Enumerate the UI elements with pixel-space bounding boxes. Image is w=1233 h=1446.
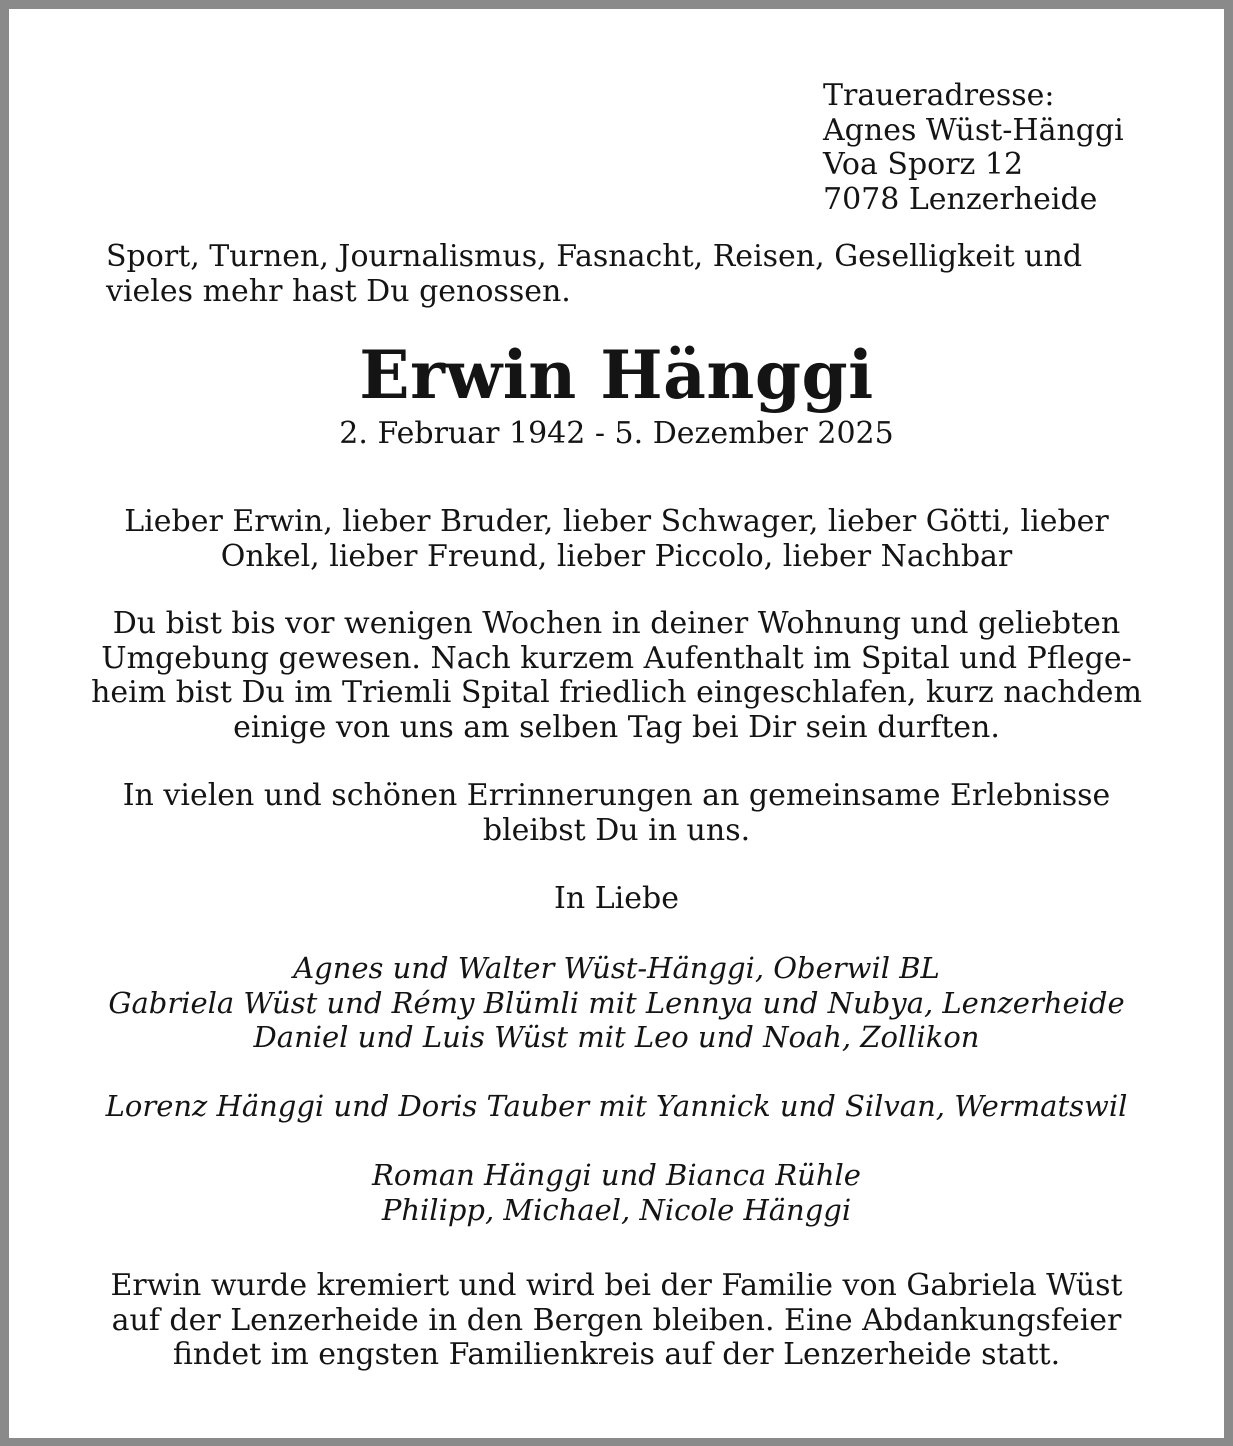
life-dates: 2. Februar 1942 - 5. Dezember 2025 bbox=[339, 416, 894, 451]
intro-line: Sport, Turnen, Journalismus, Fasnacht, Reisen, Geselligkeit und bbox=[106, 239, 1083, 274]
deceased-name: Erwin Hänggi bbox=[359, 336, 874, 414]
family-group bbox=[9, 951, 1224, 1055]
mourning-address bbox=[823, 79, 1124, 217]
notice-line: findet im engsten Familienkreis auf der Lenzerheide statt. bbox=[172, 1337, 1061, 1372]
greeting-paragraph bbox=[9, 505, 1224, 574]
notice-line: auf der Lenzerheide in den Bergen bleiben. Eine Abdankungsfeier bbox=[111, 1302, 1122, 1338]
closing-text: In Liebe bbox=[554, 881, 679, 916]
family-line: Agnes und Walter Wüst-Hänggi, Oberwil BL bbox=[293, 951, 940, 985]
message-line: heim bist Du im Triemli Spital friedlich eingeschlafen, kurz nachdem bbox=[91, 675, 1142, 710]
message-line: einige von uns am selben Tag bei Dir sein durften. bbox=[233, 709, 1000, 745]
address-label: Traueradresse: bbox=[823, 78, 1055, 113]
obituary-page bbox=[9, 9, 1224, 1438]
family-group bbox=[9, 1158, 1224, 1227]
message-line: Du bist bis vor wenigen Wochen in deiner Wohnung und geliebten bbox=[112, 606, 1121, 641]
message-line: Umgebung gewesen. Nach kurzem Aufenthalt im Spital und Pflege- bbox=[101, 640, 1132, 676]
address-name: Agnes Wüst-Hänggi bbox=[823, 112, 1124, 148]
family-line: Lorenz Hänggi und Doris Tauber mit Yannick und Silvan, Wermatswil bbox=[105, 1089, 1128, 1123]
intro-text bbox=[106, 239, 1082, 309]
notice-paragraph bbox=[9, 1269, 1224, 1373]
notice-line: Erwin wurde kremiert und wird bei der Familie von Gabriela Wüst bbox=[110, 1268, 1123, 1303]
intro-line: vieles mehr hast Du genossen. bbox=[106, 274, 571, 309]
memories-line: bleibst Du in uns. bbox=[482, 812, 751, 848]
greeting-line: Onkel, lieber Freund, lieber Piccolo, lieber Nachbar bbox=[220, 538, 1013, 574]
address-street: Voa Sporz 12 bbox=[823, 147, 1024, 182]
greeting-line: Lieber Erwin, lieber Bruder, lieber Schwager, lieber Götti, lieber bbox=[124, 504, 1109, 539]
address-city: 7078 Lenzerheide bbox=[823, 181, 1098, 217]
family-line: Gabriela Wüst und Rémy Blümli mit Lennya und Nubya, Lenzerheide bbox=[108, 985, 1125, 1020]
memories-line: In vielen und schönen Errinnerungen an gemeinsame Erlebnisse bbox=[122, 778, 1111, 813]
family-line: Daniel und Luis Wüst mit Leo und Noah, Zollikon bbox=[253, 1020, 980, 1054]
family-line: Roman Hänggi und Bianca Rühle bbox=[372, 1158, 861, 1192]
message-paragraph bbox=[9, 607, 1224, 745]
family-line: Philipp, Michael, Nicole Hänggi bbox=[381, 1192, 852, 1227]
memories-paragraph bbox=[9, 779, 1224, 848]
family-group bbox=[9, 1089, 1224, 1124]
